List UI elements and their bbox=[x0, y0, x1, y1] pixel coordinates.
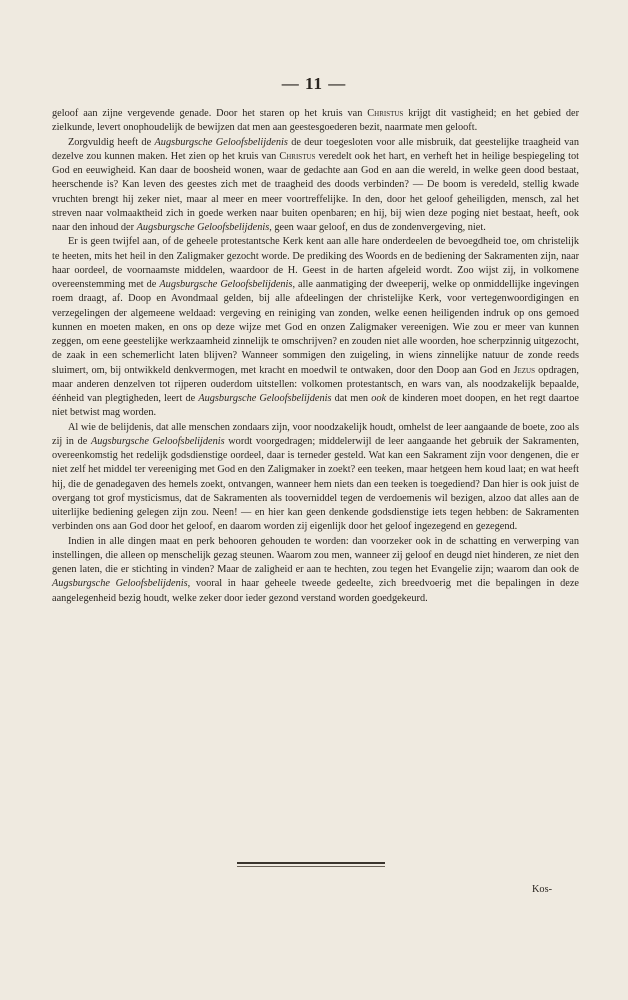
text-run: Indien in alle dingen maat en perk behooren gehouden te worden: dan voorzeker ook in de schatting en verwerping van instellingen, die alleen op menschelijk gezag steunen. Waarom zou men, wanneer zij geloof en deugd niet hinderen, ze niet den genen laten, die er stichting in vinden? Maar de zaligheid er aan te hechten, zou tegen het Evangelie zijn; waarom dan ook de bbox=[52, 535, 579, 575]
text-run: Er is geen twijfel aan, of de geheele protestantsche Kerk kent aan alle hare onderdeelen de bevoegdheid toe, om christelijk te heeten, mits het heil in den Zaligmaker gezocht worde. De prediking des Woords en de bediening der Sakramenten zijn, naar haar oordeel, de voornaamste middelen, waardoor de H. Geest in de harten afgeleid wordt. Zoo wijst zij, in volkomene overeenstemming met de bbox=[52, 236, 579, 290]
paragraph bbox=[52, 136, 579, 236]
paragraph bbox=[52, 535, 579, 606]
text-run: de kinderen moet doopen, en het regt daartoe niet betwist mag worden. bbox=[52, 393, 579, 419]
text-run: krijgt dit vastigheid; en het gebied der zielkunde, levert onophoudelijk de bewijzen dat men aan geestesgoederen bezit, naarmate men gelooft. bbox=[52, 108, 580, 134]
emphasized-text: ook bbox=[371, 393, 387, 404]
emphasized-text: Augsburgsche Geloofsbelijdenis bbox=[52, 578, 188, 590]
text-run: , geen waar geloof, en dus de zondenvergeving, niet. bbox=[269, 222, 486, 233]
text-run: opdragen, maar anderen denzelven tot rijperen ouderdom uitstellen: volkomen protestantsch, en wars van, als noodzakelijk bepaalde, éénheid van plegtigheden, leert de bbox=[52, 364, 579, 404]
emphasized-text: Augsburgsche Geloofsbelijdenis bbox=[154, 136, 288, 148]
section-divider bbox=[237, 862, 385, 864]
text-run: geloof aan zijne vergevende genade. Door het staren op het kruis van bbox=[52, 108, 368, 119]
emphasized-text: Augsburgsche Geloofsbelijdenis bbox=[136, 222, 270, 233]
emphasized-text: Augsburgsche Geloofsbelijdenis bbox=[198, 393, 332, 404]
text-run: dat men bbox=[331, 393, 372, 404]
text-run: de deur toegesloten voor alle misbruik, dat geestelijke traagheid van dezelve zou kunnen maken. Het zien op het kruis van bbox=[52, 136, 580, 162]
body-text bbox=[52, 107, 579, 606]
text-run: , vooral in haar geheele tweede gedeelte, zich breedvoerig met die bepalingen in deze aangelegenheid bezig houdt, welke zeker door ieder gezond verstand worden goedgekeurd. bbox=[52, 578, 579, 604]
text-run: , alle aanmatiging der dweeperij, welke op onmiddellijke ingevingen roem draagt, af. Doop en Avondmaal gelden, bij alle afdeelingen der christelijke Kerk, voor vertegenwoordigingen en verzegelingen der algemeene weldaad: vergeving en reiniging van zonden, welke eenen heiligenden indruk op ons gemoed kunnen en moeten maken, en ons op deze wijze met God en onzen Zaligmaker vereenigen. Wie zou er meer van kunnen zeggen, om eene geestelijke werkzaamheid zinnelijk te omschrijven? en zouden niet alle woorden, hoe scherpzinnig uitgezocht, de zaak in een schemerlicht laten blijven? Wanneer sommigen den zuigeling, in wiens zinnelijke natuur de zonde reeds sluimert, om, bij ontwikkeld denkvermogen, met kracht en moedwil te ontwaken, door den Doop aan God en bbox=[52, 279, 579, 376]
small-caps-text: Jezus bbox=[513, 364, 535, 376]
catchword: Kos- bbox=[532, 884, 553, 895]
text-run: Zorgvuldig heeft de bbox=[68, 136, 155, 148]
paragraph bbox=[52, 421, 579, 535]
text-run: wordt voorgedragen; middelerwijl de leer aangaande het gebruik der Sakramenten, overeenkomstig het redelijk godsdienstige oordeel, daar is terneder gesteld. Wat kan een Sakrament zijn voor dengenen, die er niet zelf het middel ter vereeniging met God en den Zaligmaker in zoekt? een teeken, maar hetgeen hem koud laat; en wat heeft hij, die de genadegaven des hemels zoekt, ontvangen, wanneer hem niets dan een teeken is toegediend? Dan hier is ook juist de overgang tot grof mysticismus, dat de Sakramenten als tooverniddel tegen de verdoemenis wil bezigen, alzoo dat alles aan de uiterlijke bediening gelegen zijn zou. Neen! — en hier kan geen denkende godsdienstige iets tegen hebben: de Sakramenten verbinden ons aan God door het geloof, en daarom worden zij eigenlijk door het geloof ingezegend en gezegend. bbox=[52, 435, 579, 533]
emphasized-text: Augsburgsche Geloofsbelijdenis bbox=[159, 279, 293, 290]
text-run: Al wie de belijdenis, dat alle menschen zondaars zijn, voor noodzakelijk houdt, omhelst de leer aangaande de boete, zoo als zij in de bbox=[52, 421, 579, 447]
paragraph bbox=[52, 107, 579, 136]
emphasized-text: Augsburgsche Geloofsbelijdenis bbox=[90, 435, 225, 447]
paragraph bbox=[52, 235, 579, 420]
small-caps-text: Christus bbox=[279, 150, 316, 162]
page-number: — 11 — bbox=[281, 74, 347, 93]
small-caps-text: Christus bbox=[367, 108, 404, 119]
text-run: veredelt ook het hart, en verheft het in heilige bespiegeling tot God en eeuwigheid. Kan daar de boosheid wonen, waar de gedachte aan God en aan die wereld, in welke geen dood bestaat, heerschende is? Kan leven des geestes zich met de traagheid des doods verbinden? — De boom is veredeld, stellig kwade vruchten brengt hij zeker niet, maar al meer en meer voortreffelijke. In den, door het geloof geheiligden, mensch, zal het streven naar volmaaktheid zich in goede werken naar buiten openbaren; en hij, bij wien deze poging niet bestaat, heeft, ook naar den inhoud der bbox=[52, 150, 579, 233]
